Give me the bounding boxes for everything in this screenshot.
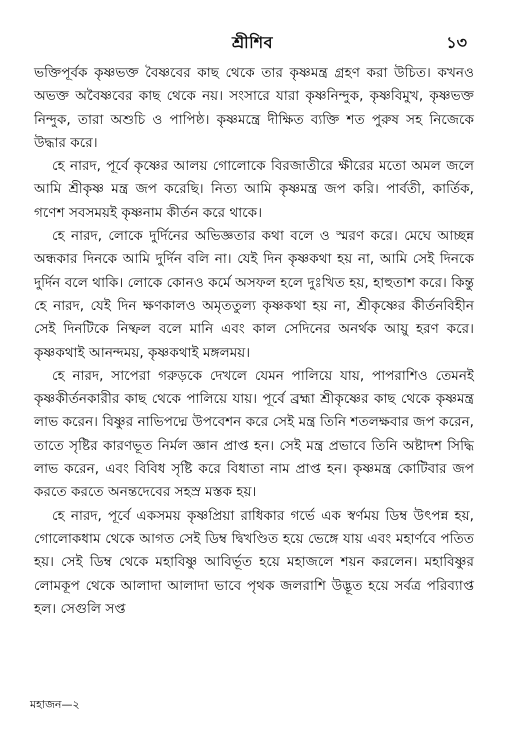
page-title: শ্রীশিব xyxy=(231,33,274,52)
body-text xyxy=(34,62,474,621)
paragraph: হে নারদ, সাপেরা গরুড়কে দেখলে যেমন পালিয়ে যায়, পাপরাশিও তেমনই কৃষ্ণকীর্তনকারীর কাছ থেকে পালিয়ে যায়। পূর্বে ব্রহ্মা শ্রীকৃষ্ণের কাছ থেকে কৃষ্ণমন্ত্র লাভ করেন। বিষ্ণুর নাভিপদ্মে উপবেশন করে সেই মন্ত্র তিনি শতলক্ষবার জপ করেন, তাতে সৃষ্টির কারণভূত নির্মল জ্ঞান প্রাপ্ত হন। সেই মন্ত্র প্রভাবে তিনি অষ্টাদশ সিদ্ধি লাভ করেন, এবং বিবিধ সৃষ্টি করে বিধাতা নাম প্রাপ্ত হন। কৃষ্ণমন্ত্র কোটিবার জপ করতে করতে অনন্তদেবের সহস্র মস্তক হয়। xyxy=(34,367,474,501)
paragraph: ভক্তিপূর্বক কৃষ্ণভক্ত বৈষ্ণবের কাছ থেকে তার কৃষ্ণমন্ত্র গ্রহণ করা উচিত। কখনও অভক্ত অবৈষ্ণবের কাছ থেকে নয়। সংসারে যারা কৃষ্ণনিন্দুক, কৃষ্ণবিমুখ, কৃষ্ণভক্ত নিন্দুক, তারা অশুচি ও পাপিষ্ঠ। কৃষ্ণমন্ত্রে দীক্ষিত ব্যক্তি শত পুরুষ সহ নিজেকে উদ্ধার করে। xyxy=(34,65,474,151)
paragraph: হে নারদ, পূর্বে একসময় কৃষ্ণপ্রিয়া রাধিকার গর্ভে এক স্বর্ণময় ডিম্ব উৎপন্ন হয়, গোলোকধাম থেকে আগত সেই ডিম্ব দ্বিখণ্ডিত হয়ে ভেঙ্গে যায় এবং মহার্ণবে পতিত হয়। সেই ডিম্ব থেকে মহাবিষ্ণু আবির্ভূত হয়ে মহাজলে শয়ন করলেন। মহাবিষ্ণুর লোমকূপ থেকে আলাদা আলাদা ভাবে পৃথক জলরাশি উদ্ভূত হয়ে সর্বত্র পরিব্যাপ্ত হল। সেগুলি সপ্ত xyxy=(34,507,474,617)
page-number: ১৩ xyxy=(446,33,467,52)
paragraph: হে নারদ, পূর্বে কৃষ্ণের আলয় গোলোকে বিরজাতীরে ক্ষীরের মতো অমল জলে আমি শ্রীকৃষ্ণ মন্ত্র জপ করেছি। নিত্য আমি কৃষ্ণমন্ত্র জপ করি। পার্বতী, কার্তিক, গণেশ সবসময়ই কৃষ্ণনাম কীর্তন করে থাকে। xyxy=(34,158,474,221)
paragraph: হে নারদ, লোকে দুর্দিনের অভিজ্ঞতার কথা বলে ও স্মরণ করে। মেঘে আচ্ছন্ন অন্ধকার দিনকে আমি দুর্দিন বলি না। যেই দিন কৃষ্ণকথা হয় না, আমি সেই দিনকে দুর্দিন বলে থাকি। লোকে কোনও কর্মে অসফল হলে দুঃখিত হয়, হাহুতাশ করে। কিন্তু হে নারদ, যেই দিন ক্ষণকালও অমৃততুল্য কৃষ্ণকথা হয় না, শ্রীকৃষ্ণের কীর্তনবিহীন সেই দিনটিকে নিষ্ফল বলে মানি এবং কাল সেদিনের অনর্থক আয়ু হরণ করে। কৃষ্ণকথাই আনন্দময়, কৃষ্ণকথাই মঙ্গলময়। xyxy=(34,228,474,361)
footer-signature: মহাজন—২ xyxy=(30,698,80,711)
